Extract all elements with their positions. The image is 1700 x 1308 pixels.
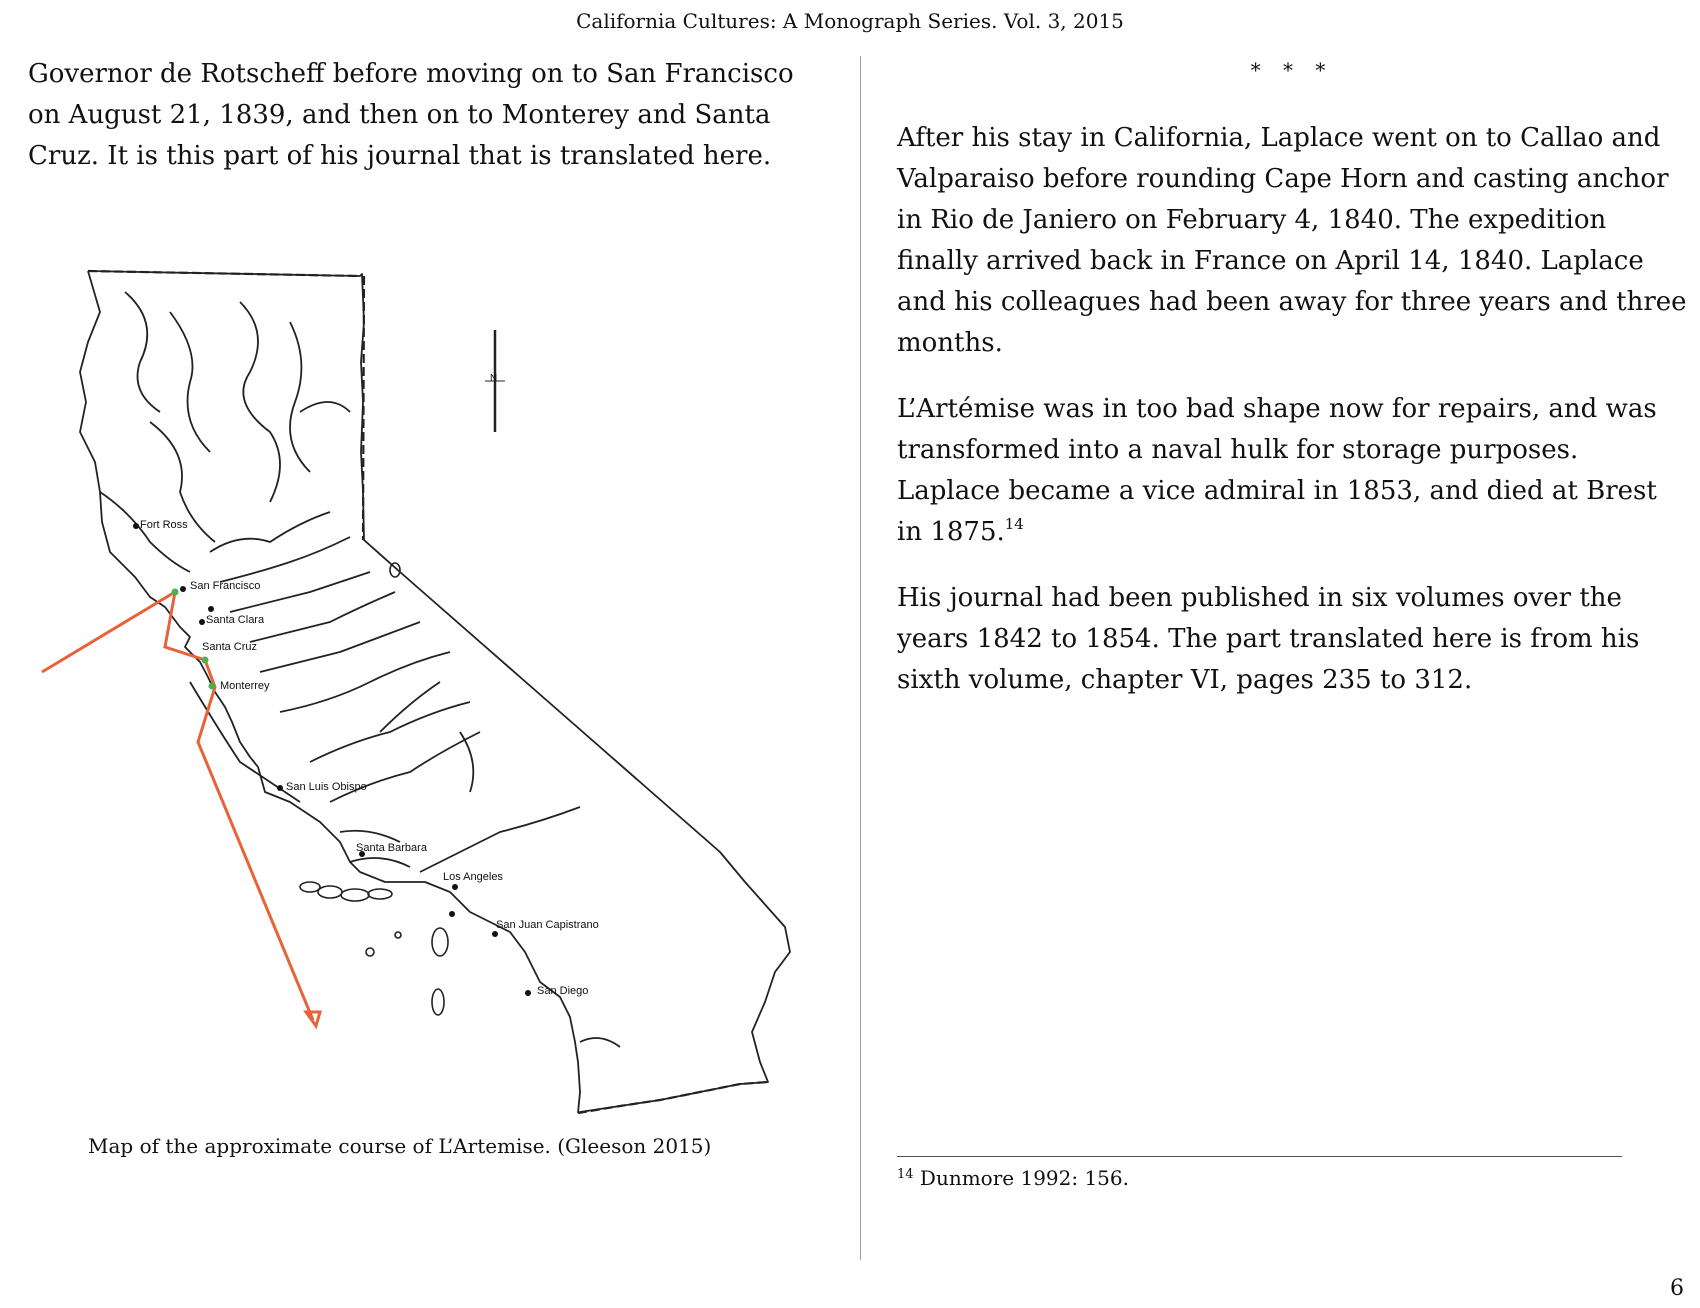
place-label-fort-ross: Fort Ross: [140, 519, 188, 531]
right-paragraph-3: His journal had been published in six volumes over the years 1842 to 1854. The part translated here is from his sixth volume, chapter VI, pages 235 to 312.: [897, 583, 1640, 695]
compass-letter: N: [490, 373, 498, 384]
place-label-san-diego: San Diego: [537, 985, 589, 997]
left-paragraph: Governor de Rotscheff before moving on to San Francisco on August 21, 1839, and then on to Monterey and Santa Cruz. It is this part of his journal that is translated here.: [28, 59, 794, 171]
place-label-santa-barbara: Santa Barbara: [356, 842, 427, 854]
footnote-reference[interactable]: 14: [1004, 515, 1024, 533]
place-label-santa-cruz: Santa Cruz: [202, 641, 258, 653]
california-map: [40, 262, 810, 1122]
column-divider: [860, 56, 861, 1260]
place-label-san-luis-obispo: San Luis Obispo: [286, 781, 367, 793]
right-paragraph-1: After his stay in California, Laplace went on to Callao and Valparaiso before rounding Cape Horn and casting anchor in Rio de Janiero on February 4, 1840. The expedition finally arrived back in France on April 14, 1840. Laplace and his colleagues had been away for three years and three months.: [897, 123, 1687, 358]
page-number: 6: [1670, 1276, 1684, 1301]
footnote-text: Dunmore 1992: 156.: [919, 1166, 1129, 1190]
footnote: [897, 1166, 1129, 1190]
place-label-monterrey: Monterrey: [220, 680, 270, 692]
right-paragraph-2: [897, 389, 1687, 553]
place-label-santa-clara: Santa Clara: [206, 614, 265, 626]
right-column: [897, 54, 1687, 726]
running-header: California Cultures: A Monograph Series. Vol. 3, 2015: [576, 9, 1124, 33]
footnote-number: 14: [897, 1167, 914, 1182]
ship-route: [42, 592, 313, 1020]
place-label-san-juan-capistrano: San Juan Capistrano: [496, 919, 599, 931]
state-outline: [88, 271, 790, 1113]
right-paragraph-2-text: L’Artémise was in too bad shape now for repairs, and was transformed into a naval hulk for storage purposes. Laplace became a vice admiral in 1853, and died at Brest in 1875.: [897, 394, 1657, 547]
map-figure: [40, 262, 810, 1122]
place-label-san-francisco: San Francisco: [190, 580, 261, 592]
footnote-rule: [897, 1156, 1622, 1157]
map-caption: Map of the approximate course of L’Artemise. (Gleeson 2015): [88, 1134, 712, 1158]
left-column: [28, 54, 828, 177]
section-break: * * *: [1250, 58, 1334, 82]
place-label-los-angeles: Los Angeles: [443, 871, 503, 883]
